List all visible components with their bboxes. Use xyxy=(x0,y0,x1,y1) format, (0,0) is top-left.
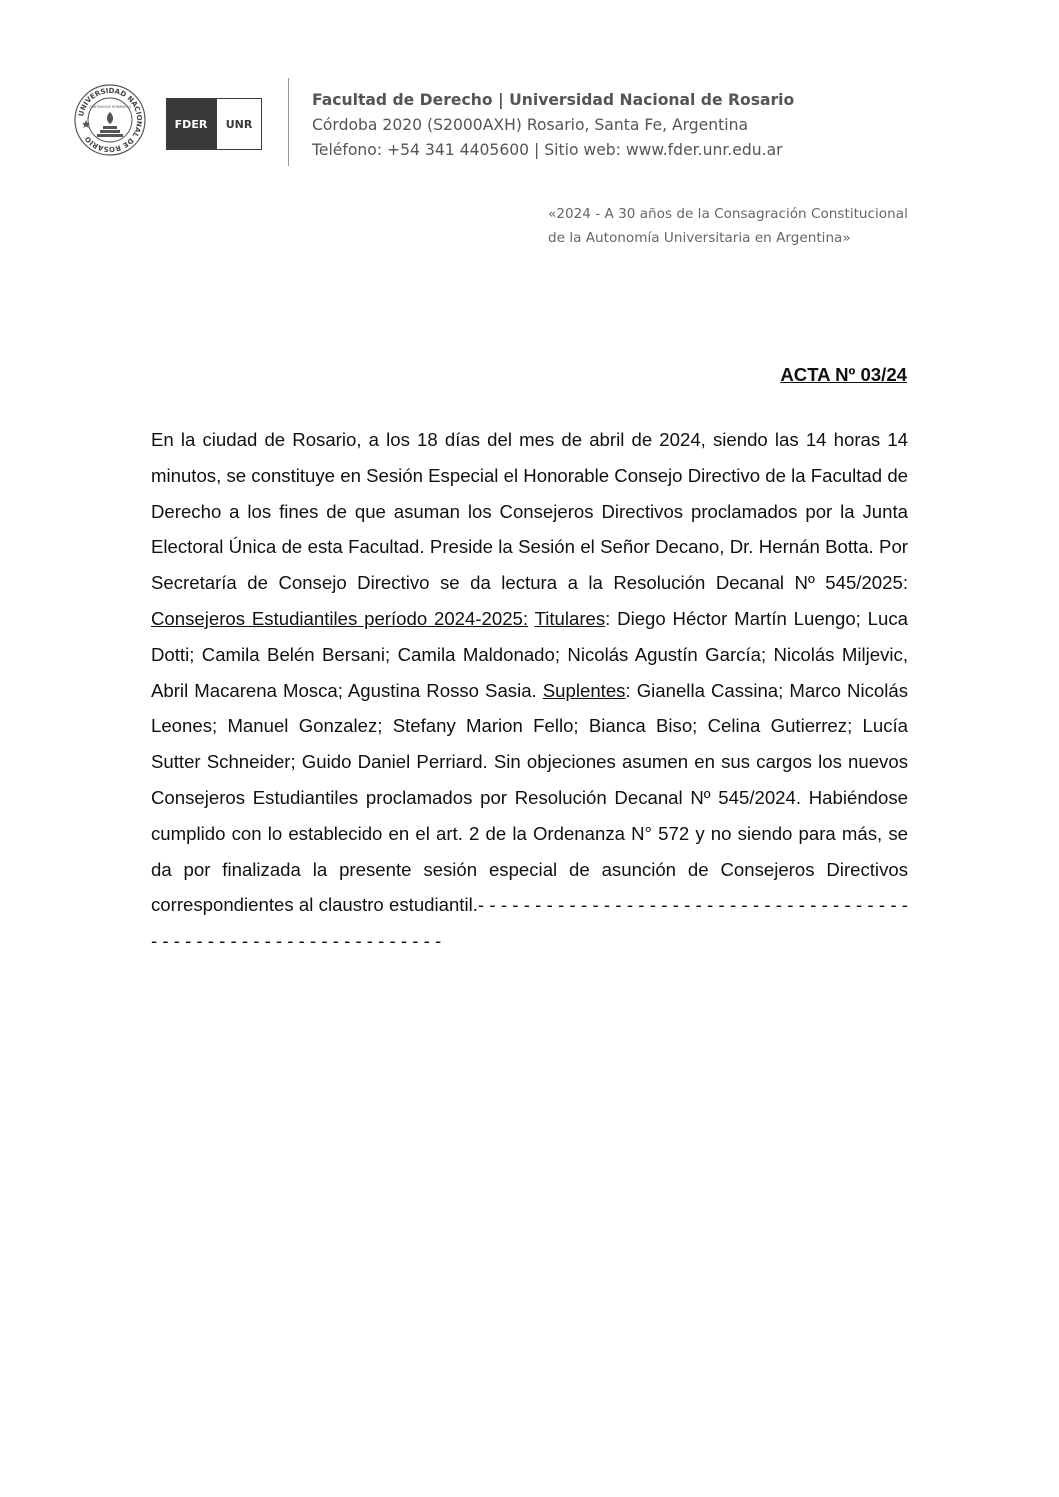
header-divider xyxy=(288,78,289,166)
body-text-3: : Diego Héctor Martín Luengo; Luca Dotti; Camila Belén Bersani; Camila Maldonado; Nicolás Agustín García; Nicolás Miljevic, Abril Macarena Mosca; Agustina Rosso Sasia. xyxy=(151,607,908,701)
institution-address: Córdoba 2020 (S2000AXH) Rosario, Santa Fe, Argentina xyxy=(312,116,749,134)
body-text-1: En la ciudad de Rosario, a los 18 días del mes de abril de 2024, siendo las 14 horas 14 minutos, se constituye en Sesión Especial el Honorable Consejo Directivo de la Facultad de Derecho a los fines de que asuman los Consejeros Directivos proclamados por la Junta Electoral Única de esta Facultad. Preside la Sesión el Señor Decano, Dr. Hernán Botta. Por Secretaría de Consejo Directivo se da lectura a la Resolución Decanal Nº 545/2025: xyxy=(151,429,908,594)
body-underline-consejeros: Consejeros Estudiantiles período 2024-2025: xyxy=(151,607,529,629)
institution-title: Facultad de Derecho | Universidad Nacional de Rosario xyxy=(312,91,795,109)
seal-ring-text: UNIVERSIDAD NACIONAL DE ROSARIO xyxy=(77,86,144,154)
university-seal-icon xyxy=(74,84,146,156)
body-underline-titulares: Titulares xyxy=(534,607,606,629)
letterhead xyxy=(74,78,974,170)
acta-title: ACTA Nº 03/24 xyxy=(780,364,907,385)
seal-inner-text: CONTINUOUS ROMANITAS xyxy=(89,105,131,109)
motto-line-2: de la Autonomía Universitaria en Argentina» xyxy=(548,230,851,246)
motto-line-1: «2024 - A 30 años de la Consagración Constitucional xyxy=(548,206,908,222)
body-underline-suplentes: Suplentes xyxy=(542,679,626,701)
logo-fder: FDER xyxy=(166,98,216,150)
body-text-4: : Gianella Cassina; Marco Nicolás Leones; Manuel Gonzalez; Stefany Marion Fello; Bianca Biso; Celina Gutierrez; Lucía Sutter Schneider; Guido Daniel Perriard. Sin objeciones asumen en sus cargos los nuevos Consejeros Estudiantiles proclamados por Resolución Decanal Nº 545/2024. Habiéndose cumplido con lo establecido en el art. 2 de la Ordenanza N° 572 y no siendo para más, se da por finalizada la presente sesión especial de asunción de Consejeros Directivos correspondientes al claustro estudiantil.- - - - - - - - - - - - - - - - - - - - - - - - - - - - - - - - - - - - - - - - - - - - - - - - - - - - - - - - - - - - - - - - xyxy=(151,679,908,952)
year-motto xyxy=(548,202,908,250)
acta-body xyxy=(151,422,908,959)
institution-info xyxy=(312,88,794,163)
logo-unr: UNR xyxy=(216,98,262,150)
institution-contact: Teléfono: +54 341 4405600 | Sitio web: www.fder.unr.edu.ar xyxy=(312,141,783,159)
